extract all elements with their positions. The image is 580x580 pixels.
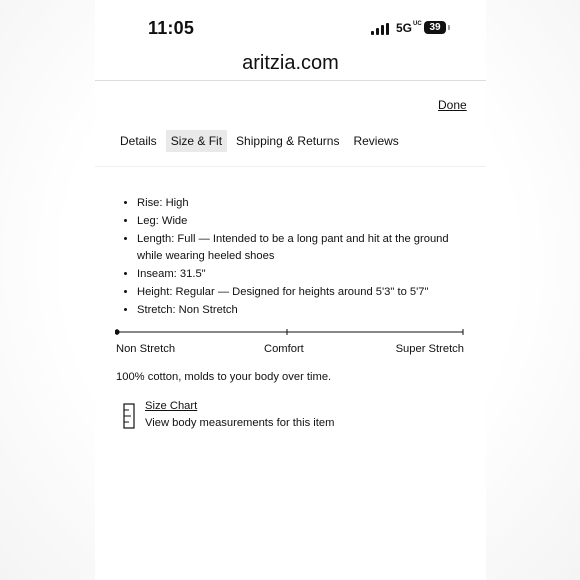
done-button[interactable]: Done xyxy=(438,98,467,112)
spec-stretch: • Stretch: Non Stretch xyxy=(137,302,477,320)
battery-icon: 39 xyxy=(424,21,446,34)
stretch-scale xyxy=(115,326,465,338)
network-type: 5G xyxy=(396,21,413,35)
stretch-label-comfort: Comfort xyxy=(264,343,304,355)
size-chart-description: View body measurements for this item xyxy=(145,417,335,429)
spec-leg: • Leg: Wide xyxy=(137,213,477,231)
status-time: 11:05 xyxy=(148,18,195,38)
url-text: aritzia.com xyxy=(242,52,339,74)
fit-specs-list xyxy=(117,195,477,320)
tab-size-fit[interactable]: Size & Fit xyxy=(166,130,227,152)
network-indicator xyxy=(396,21,422,35)
stretch-label-non-stretch: Non Stretch xyxy=(116,343,176,355)
status-bar xyxy=(95,0,486,52)
size-chart-section xyxy=(123,399,383,433)
product-info-tabs xyxy=(115,130,408,152)
network-subtype: UC xyxy=(413,21,422,27)
tabs-divider xyxy=(95,166,486,167)
phone-screen xyxy=(95,0,486,580)
stretch-scale-labels xyxy=(116,343,466,359)
stretch-scale-marker xyxy=(115,329,120,334)
stretch-label-super-stretch: Super Stretch xyxy=(395,343,464,355)
size-chart-link[interactable]: Size Chart xyxy=(145,400,198,412)
tab-shipping-returns[interactable]: Shipping & Returns xyxy=(236,134,340,148)
tab-details[interactable]: Details xyxy=(120,134,157,148)
spec-height: • Height: Regular — Designed for heights around 5'3" to 5'7" xyxy=(137,284,477,302)
material-description: 100% cotton, molds to your body over time. xyxy=(116,371,332,383)
cellular-signal-icon xyxy=(371,23,391,35)
ruler-icon xyxy=(123,403,137,429)
battery-cap xyxy=(448,25,450,30)
spec-inseam: • Inseam: 31.5" xyxy=(137,266,477,284)
address-bar[interactable] xyxy=(95,48,486,81)
spec-rise: • Rise: High xyxy=(137,195,477,213)
spec-length: • Length: Full — Intended to be a long pant and hit at the ground while wearing heeled shoes xyxy=(137,231,477,267)
tab-reviews[interactable]: Reviews xyxy=(353,134,399,148)
